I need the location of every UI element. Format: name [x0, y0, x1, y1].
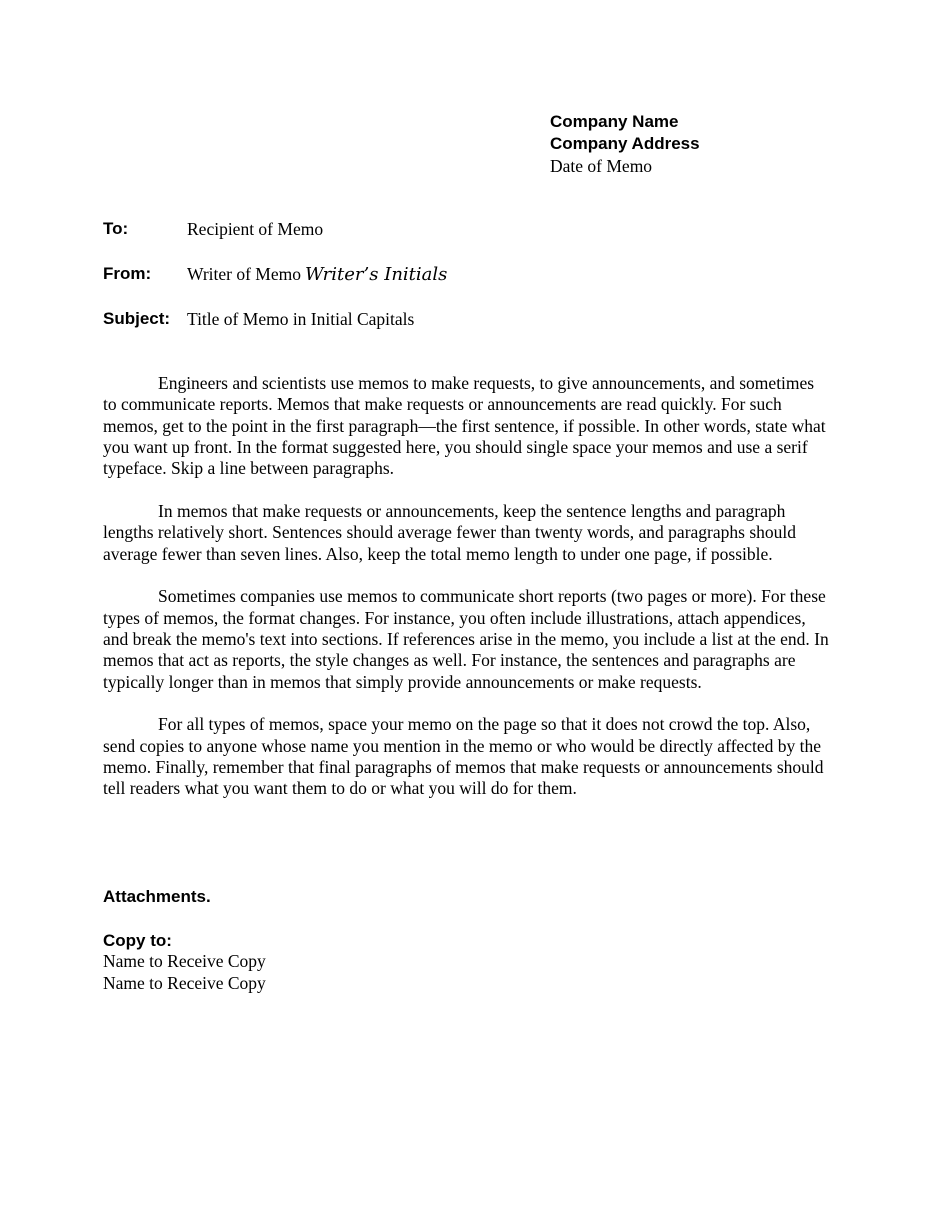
- from-value-wrap: [187, 262, 447, 287]
- company-name: Company Name: [550, 112, 679, 131]
- body-paragraph: Sometimes companies use memos to communicate short reports (two pages or more). For these types of memos, the format changes. For instance, you often include illustrations, attach appendices, and break the memo's text into sections. If references arise in the memo, you include a list at the end. In memos that act as reports, the style changes as well. For instance, the sentences and paragraphs are typically longer than in memos that simply provide announcements or make requests.: [103, 586, 829, 692]
- copy-to-label: Copy to:: [103, 930, 172, 950]
- copy-recipient: Name to Receive Copy: [103, 972, 266, 993]
- copy-recipient: Name to Receive Copy: [103, 951, 266, 971]
- attachments-label: Attachments.: [103, 887, 211, 906]
- from-value: Writer of Memo: [187, 264, 301, 284]
- body-paragraph: Engineers and scientists use memos to make requests, to give announcements, and sometimes to communicate reports. Memos that make requests or announcements are read quickly. For such memos, get to the point in the first paragraph—the first sentence, if possible. In other words, state what you want up front. In the format suggested here, you should single space your memos and use a serif typeface. Skip a line between paragraphs.: [103, 373, 826, 479]
- subject-value: Title of Memo in Initial Capitals: [187, 309, 415, 329]
- writer-initials: Writer’s Initials: [304, 264, 448, 285]
- memo-closing: [103, 886, 266, 994]
- company-address: Company Address: [550, 134, 700, 153]
- subject-label: Subject:: [103, 309, 171, 328]
- memo-body: [103, 373, 831, 821]
- to-value: Recipient of Memo: [187, 219, 324, 239]
- memo-date: Date of Memo: [550, 156, 653, 176]
- company-block: [550, 111, 700, 177]
- body-paragraph: For all types of memos, space your memo on the page so that it does not crowd the top. Also, send copies to anyone whose name you mention in the memo or who would be directly affected by the memo. Finally, remember that final paragraphs of memos that make requests or announcements should tell readers what you want them to do or what you will do for them.: [103, 714, 824, 799]
- to-label: To:: [103, 219, 129, 238]
- from-label: From:: [103, 264, 152, 283]
- body-paragraph: In memos that make requests or announcements, keep the sentence lengths and paragraph lengths relatively short. Sentences should average fewer than twenty words, and paragraphs should average fewer than seven lines. Also, keep the total memo length to under one page, if possible.: [103, 500, 796, 564]
